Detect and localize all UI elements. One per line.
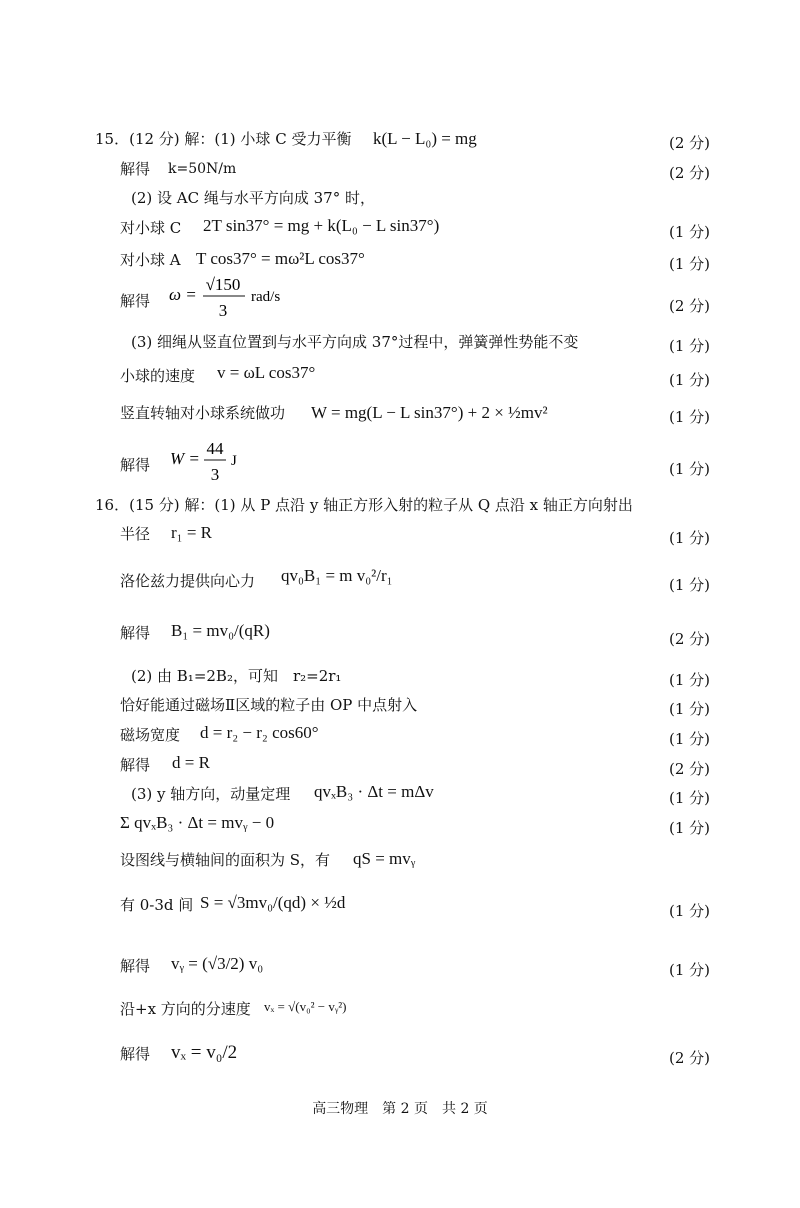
score: (1 分)	[669, 902, 711, 920]
ball-a-label: 对小球 A	[120, 251, 181, 269]
equation-s: S = √3mv₀/(qd) × ½d	[200, 893, 346, 912]
equation-vy: vᵧ = (√3/2) v₀	[171, 954, 264, 973]
solve-label: 解得	[120, 1045, 151, 1063]
score: (1 分)	[669, 730, 711, 748]
solve-label: 解得	[120, 957, 151, 975]
score: (2 分)	[669, 630, 711, 648]
omega-unit: rad/s	[251, 289, 281, 305]
score: (2 分)	[669, 760, 711, 778]
omega-numerator: √150	[205, 275, 241, 294]
score: (1 分)	[669, 961, 711, 979]
work-label: 竖直转轴对小球系统做功	[120, 404, 286, 422]
score: (2 分)	[669, 297, 711, 315]
problem-15-heading: 15．(12 分) 解：(1) 小球 C 受力平衡	[95, 130, 352, 148]
score: (2 分)	[669, 134, 711, 152]
solve-label: 解得	[120, 160, 151, 178]
component-label: 沿+x 方向的分速度	[120, 1000, 251, 1018]
score: (1 分)	[669, 671, 711, 689]
omega-lhs: ω =	[169, 285, 197, 304]
score: (1 分)	[669, 529, 711, 547]
score: (1 分)	[669, 337, 711, 355]
ball-c-label: 对小球 C	[120, 219, 182, 237]
score: (1 分)	[669, 408, 711, 426]
work-lhs: W =	[170, 449, 200, 468]
solve-label: 解得	[120, 624, 151, 642]
part-3-heading: (3) 细绳从竖直位置到与水平方向成 37°过程中，弹簧弹性势能不变	[131, 333, 579, 351]
equation-ball-c: 2T sin37° = mg + k(L₀ − L sin37°)	[203, 216, 440, 235]
area-line: 设图线与横轴间的面积为 S，有	[120, 851, 331, 869]
equation-sum: Σ qvₓB₃ · Δt = mvᵧ − 0	[120, 813, 275, 832]
width-label: 磁场宽度	[120, 726, 181, 744]
lorentz-label: 洛伦兹力提供向心力	[120, 572, 256, 590]
score: (1 分)	[669, 819, 711, 837]
omega-denominator: 3	[218, 301, 228, 320]
work-denominator: 3	[210, 465, 220, 484]
page-footer: 高三物理 第 2 页 共 2 页	[312, 1101, 488, 1117]
equation-momentum: qvₓB₃ · Δt = mΔv	[314, 782, 434, 801]
equation-lorentz: qv₀B₁ = m v₀²/r₁	[281, 566, 393, 585]
problem-16-heading: 16．(15 分) 解：(1) 从 P 点沿 y 轴正方形入射的粒子从 Q 点沿 x 轴正方向射出	[95, 496, 633, 514]
k-result: k=50N/m	[168, 161, 237, 177]
equation-work-result	[168, 434, 268, 494]
score: (2 分)	[669, 1049, 711, 1067]
score: (1 分)	[669, 700, 711, 718]
op-midpoint-line: 恰好能通过磁场Ⅱ区域的粒子由 OP 中点射入	[120, 696, 418, 714]
score: (1 分)	[669, 460, 711, 478]
equation-work: W = mg(L − L sin37°) + 2 × ½mv²	[311, 403, 548, 422]
equation-radius: r₁ = R	[171, 523, 213, 542]
work-numerator: 44	[206, 439, 224, 458]
equation-width: d = r₂ − r₂ cos60°	[200, 723, 319, 742]
part-3-heading: (3) y 轴方向，动量定理	[131, 785, 291, 803]
equation-spring-balance: k(L − L₀) = mg	[373, 129, 477, 148]
solve-label: 解得	[120, 756, 151, 774]
score: (1 分)	[669, 789, 711, 807]
score: (1 分)	[669, 576, 711, 594]
score: (1 分)	[669, 223, 711, 241]
score: (1 分)	[669, 371, 711, 389]
speed-label: 小球的速度	[120, 367, 196, 385]
solve-label: 解得	[120, 456, 151, 474]
equation-omega	[165, 270, 315, 330]
equation-vx: vₓ = v₀/2	[171, 1042, 238, 1063]
score: (1 分)	[669, 255, 711, 273]
equation-speed: v = ωL cos37°	[217, 363, 316, 382]
equation-vx-definition: vₓ = √(v₀² − vᵧ²)	[264, 999, 347, 1014]
equation-d-equals-r: d = R	[172, 753, 210, 772]
solve-label: 解得	[120, 292, 151, 310]
equation-area: qS = mvᵧ	[353, 849, 416, 868]
radius-label: 半径	[120, 525, 151, 543]
equation-ball-a: T cos37° = mω²L cos37°	[196, 249, 365, 268]
interval-label: 有 0-3d 间	[120, 896, 194, 914]
score: (2 分)	[669, 164, 711, 182]
part-2-heading: (2) 由 B₁=2B₂，可知 r₂=2r₁	[131, 667, 342, 685]
work-unit: J	[231, 453, 237, 469]
equation-b1: B₁ = mv₀/(qR)	[171, 621, 270, 640]
part-2-heading: (2) 设 AC 绳与水平方向成 37° 时，	[131, 189, 375, 207]
